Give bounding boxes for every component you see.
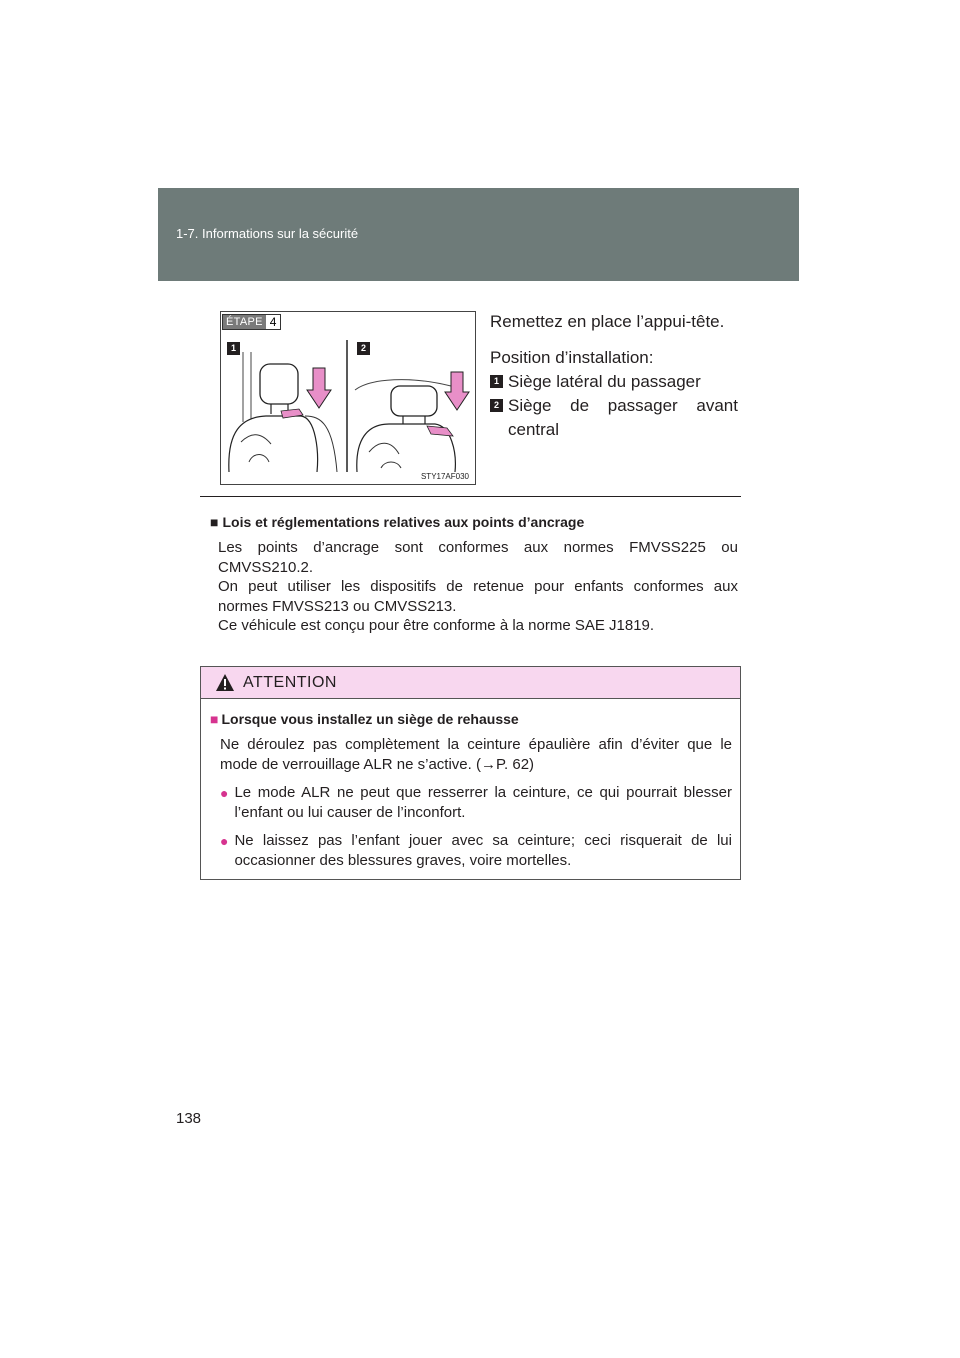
list-item: [490, 394, 738, 442]
laws-heading: [210, 514, 738, 530]
item-number-badge: 1: [490, 375, 503, 388]
step-number: 4: [266, 315, 281, 329]
anchorage-laws-section: [210, 514, 738, 636]
square-bullet-icon: ■: [210, 514, 219, 530]
attention-heading-text: Lorsque vous installez un siège de rehausse: [221, 711, 519, 727]
laws-body: [210, 538, 738, 636]
circle-bullet-icon: ●: [220, 833, 229, 849]
laws-line: CMVSS210.2.: [218, 558, 314, 576]
item-label: Siège de passager avant central: [508, 396, 738, 439]
attention-body: [201, 699, 740, 871]
headrest-illustration: [220, 311, 476, 485]
panel-1-marker: 1: [227, 342, 240, 355]
step-label: ÉTAPE: [223, 315, 266, 329]
step-instruction: Remettez en place l’appui-tête.: [490, 312, 725, 331]
list-item: [210, 783, 732, 823]
page-number: 138: [176, 1110, 202, 1127]
list-item: [490, 370, 738, 394]
attention-box: [200, 666, 741, 880]
laws-heading-text: Lois et réglementations relatives aux points d’ancrage: [222, 514, 585, 530]
headrest-diagram: [221, 312, 476, 485]
panel-2-marker: 2: [357, 342, 370, 355]
bullet-text: Ne laissez pas l’enfant jouer avec sa ceinture; ceci risquerait de lui occasionner des blessures graves, voire mortelles.: [234, 832, 732, 869]
item-number-badge: 2: [490, 399, 503, 412]
laws-line: Ce véhicule est conçu pour être conforme à la norme SAE J1819.: [218, 617, 655, 634]
attention-paragraph: Ne déroulez pas complètement la ceinture épaulière afin d’éviter que le mode de verrouillage ALR ne s’active. (→P. 62): [220, 736, 732, 773]
bullet-text: Le mode ALR ne peut que resserrer la ceinture, ce qui pourrait blesser l’enfant ou lui causer de l’inconfort.: [234, 784, 732, 821]
attention-heading: [210, 711, 732, 727]
step-instructions: [490, 310, 738, 442]
item-label: Siège latéral du passager: [508, 372, 701, 391]
position-label: Position d’installation:: [490, 348, 654, 367]
section-title: 1-7. Informations sur la sécurité: [176, 226, 359, 241]
laws-line: On peut utiliser les dispositifs de retenue pour enfants conformes aux: [218, 578, 738, 595]
attention-header: [201, 667, 740, 699]
circle-bullet-icon: ●: [220, 785, 229, 801]
figure-code: STY17AF030: [420, 472, 469, 481]
warning-triangle-icon: [215, 673, 235, 692]
square-bullet-icon: ■: [210, 711, 219, 727]
section-divider: [200, 496, 741, 497]
laws-line: normes FMVSS213 ou CMVSS213.: [218, 597, 457, 615]
step-badge: [222, 314, 281, 330]
laws-line: Les points d’ancrage sont conformes aux normes FMVSS225 ou: [218, 539, 738, 556]
list-item: [210, 831, 732, 871]
attention-title: ATTENTION: [243, 674, 337, 691]
